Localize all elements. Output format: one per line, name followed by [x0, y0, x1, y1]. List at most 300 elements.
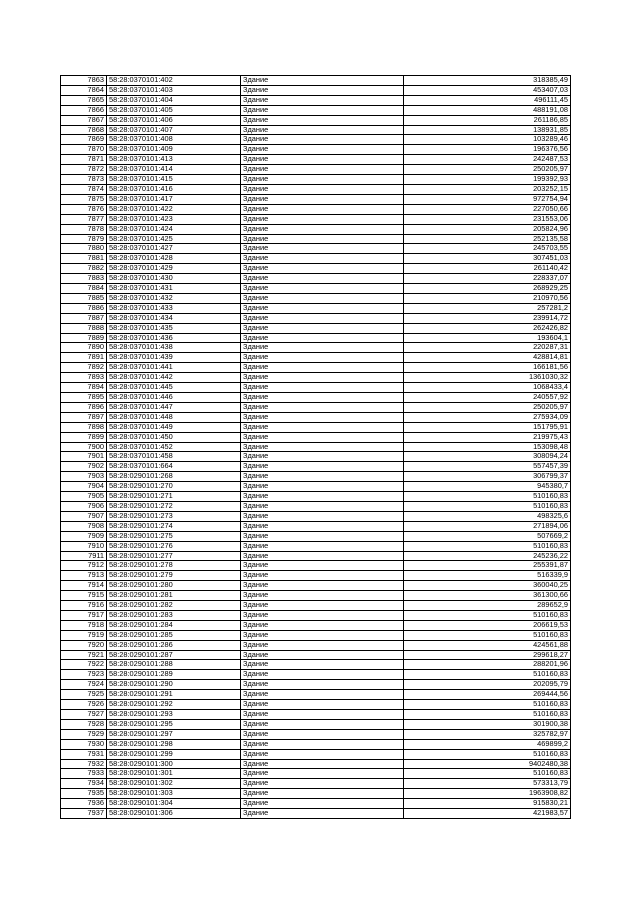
cadastral-value-cell: 240557,92 [404, 393, 571, 403]
cadastral-value-cell: 360040,25 [404, 581, 571, 591]
cadastral-number-cell: 58:28:0370101:428 [107, 254, 241, 264]
table-row [61, 284, 571, 294]
row-number-cell: 7907 [61, 511, 107, 521]
row-number-cell: 7915 [61, 591, 107, 601]
table-row [61, 521, 571, 531]
table-row [61, 343, 571, 353]
object-type-cell: Здание [241, 769, 404, 779]
cadastral-number-cell: 58:28:0370101:448 [107, 412, 241, 422]
cadastral-value-cell: 202095,79 [404, 680, 571, 690]
row-number-cell: 7925 [61, 690, 107, 700]
row-number-cell: 7901 [61, 452, 107, 462]
row-number-cell: 7934 [61, 779, 107, 789]
object-type-cell: Здание [241, 313, 404, 323]
cadastral-value-cell: 510160,83 [404, 541, 571, 551]
object-type-cell: Здание [241, 739, 404, 749]
table-row [61, 511, 571, 521]
row-number-cell: 7886 [61, 303, 107, 313]
table-row [61, 105, 571, 115]
table-row [61, 581, 571, 591]
object-type-cell: Здание [241, 511, 404, 521]
cadastral-number-cell: 58:28:0370101:445 [107, 383, 241, 393]
cadastral-number-cell: 58:28:0370101:416 [107, 184, 241, 194]
row-number-cell: 7874 [61, 184, 107, 194]
cadastral-value-cell: 1361030,32 [404, 373, 571, 383]
object-type-cell: Здание [241, 373, 404, 383]
object-type-cell: Здание [241, 591, 404, 601]
row-number-cell: 7882 [61, 264, 107, 274]
cadastral-number-cell: 58:28:0370101:452 [107, 442, 241, 452]
table-row [61, 749, 571, 759]
table-row [61, 610, 571, 620]
table-row [61, 739, 571, 749]
row-number-cell: 7902 [61, 462, 107, 472]
cadastral-number-cell: 58:28:0370101:449 [107, 422, 241, 432]
row-number-cell: 7928 [61, 719, 107, 729]
object-type-cell: Здание [241, 323, 404, 333]
table-row [61, 719, 571, 729]
table-row [61, 729, 571, 739]
row-number-cell: 7881 [61, 254, 107, 264]
row-number-cell: 7864 [61, 85, 107, 95]
object-type-cell: Здание [241, 660, 404, 670]
table-row [61, 492, 571, 502]
row-number-cell: 7865 [61, 95, 107, 105]
table-row [61, 412, 571, 422]
row-number-cell: 7868 [61, 125, 107, 135]
cadastral-value-cell: 488191,08 [404, 105, 571, 115]
table-row [61, 293, 571, 303]
cadastral-value-cell: 301900,38 [404, 719, 571, 729]
object-type-cell: Здание [241, 680, 404, 690]
object-type-cell: Здание [241, 95, 404, 105]
cadastral-value-cell: 510160,83 [404, 670, 571, 680]
row-number-cell: 7930 [61, 739, 107, 749]
object-type-cell: Здание [241, 700, 404, 710]
cadastral-number-cell: 58:28:0290101:270 [107, 482, 241, 492]
table-row [61, 551, 571, 561]
cadastral-value-cell: 196376,56 [404, 145, 571, 155]
cadastral-value-cell: 220287,31 [404, 343, 571, 353]
table-body [61, 76, 571, 819]
cadastral-value-cell: 308094,24 [404, 452, 571, 462]
object-type-cell: Здание [241, 690, 404, 700]
cadastral-value-cell: 268929,25 [404, 284, 571, 294]
row-number-cell: 7898 [61, 422, 107, 432]
object-type-cell: Здание [241, 393, 404, 403]
row-number-cell: 7873 [61, 175, 107, 185]
table-row [61, 660, 571, 670]
table-row [61, 680, 571, 690]
row-number-cell: 7870 [61, 145, 107, 155]
cadastral-number-cell: 58:28:0290101:268 [107, 472, 241, 482]
cadastral-number-cell: 58:28:0290101:306 [107, 809, 241, 819]
object-type-cell: Здание [241, 710, 404, 720]
cadastral-value-cell: 306799,37 [404, 472, 571, 482]
table-row [61, 462, 571, 472]
table-row [61, 303, 571, 313]
object-type-cell: Здание [241, 76, 404, 86]
cadastral-value-cell: 510160,83 [404, 710, 571, 720]
object-type-cell: Здание [241, 719, 404, 729]
cadastral-value-cell: 250205,97 [404, 402, 571, 412]
object-type-cell: Здание [241, 234, 404, 244]
table-row [61, 422, 571, 432]
table-row [61, 76, 571, 86]
object-type-cell: Здание [241, 284, 404, 294]
object-type-cell: Здание [241, 541, 404, 551]
document-page [60, 75, 570, 819]
table-row [61, 442, 571, 452]
table-row [61, 274, 571, 284]
object-type-cell: Здание [241, 383, 404, 393]
table-row [61, 145, 571, 155]
table-row [61, 571, 571, 581]
cadastral-value-cell: 227050,66 [404, 204, 571, 214]
row-number-cell: 7923 [61, 670, 107, 680]
cadastral-value-cell: 510160,83 [404, 501, 571, 511]
row-number-cell: 7926 [61, 700, 107, 710]
cadastral-value-cell: 257281,2 [404, 303, 571, 313]
row-number-cell: 7916 [61, 601, 107, 611]
row-number-cell: 7888 [61, 323, 107, 333]
table-row [61, 789, 571, 799]
cadastral-number-cell: 58:28:0370101:431 [107, 284, 241, 294]
table-row [61, 710, 571, 720]
table-row [61, 95, 571, 105]
row-number-cell: 7896 [61, 402, 107, 412]
cadastral-number-cell: 58:28:0290101:300 [107, 759, 241, 769]
cadastral-number-cell: 58:28:0370101:438 [107, 343, 241, 353]
table-row [61, 333, 571, 343]
cadastral-number-cell: 58:28:0370101:430 [107, 274, 241, 284]
object-type-cell: Здание [241, 729, 404, 739]
cadastral-value-cell: 153098,48 [404, 442, 571, 452]
row-number-cell: 7877 [61, 214, 107, 224]
cadastral-number-cell: 58:28:0290101:273 [107, 511, 241, 521]
table-row [61, 155, 571, 165]
row-number-cell: 7914 [61, 581, 107, 591]
row-number-cell: 7878 [61, 224, 107, 234]
row-number-cell: 7935 [61, 789, 107, 799]
row-number-cell: 7891 [61, 353, 107, 363]
table-row [61, 561, 571, 571]
table-row [61, 264, 571, 274]
cadastral-value-cell: 307451,03 [404, 254, 571, 264]
cadastral-value-cell: 299618,27 [404, 650, 571, 660]
cadastral-number-cell: 58:28:0290101:285 [107, 630, 241, 640]
cadastral-number-cell: 58:28:0370101:427 [107, 244, 241, 254]
row-number-cell: 7903 [61, 472, 107, 482]
object-type-cell: Здание [241, 610, 404, 620]
cadastral-number-cell: 58:28:0370101:434 [107, 313, 241, 323]
row-number-cell: 7931 [61, 749, 107, 759]
row-number-cell: 7866 [61, 105, 107, 115]
cadastral-value-cell: 245236,22 [404, 551, 571, 561]
object-type-cell: Здание [241, 115, 404, 125]
cadastral-number-cell: 58:28:0370101:450 [107, 432, 241, 442]
row-number-cell: 7924 [61, 680, 107, 690]
table-row [61, 125, 571, 135]
cadastral-value-cell: 210970,56 [404, 293, 571, 303]
cadastral-value-cell: 199392,93 [404, 175, 571, 185]
cadastral-value-cell: 516339,9 [404, 571, 571, 581]
object-type-cell: Здание [241, 224, 404, 234]
cadastral-number-cell: 58:28:0290101:274 [107, 521, 241, 531]
row-number-cell: 7875 [61, 194, 107, 204]
table-row [61, 383, 571, 393]
cadastral-number-cell: 58:28:0370101:441 [107, 363, 241, 373]
object-type-cell: Здание [241, 165, 404, 175]
row-number-cell: 7920 [61, 640, 107, 650]
cadastral-number-cell: 58:28:0370101:413 [107, 155, 241, 165]
object-type-cell: Здание [241, 799, 404, 809]
row-number-cell: 7880 [61, 244, 107, 254]
object-type-cell: Здание [241, 135, 404, 145]
cadastral-number-cell: 58:28:0370101:406 [107, 115, 241, 125]
cadastral-number-cell: 58:28:0370101:417 [107, 194, 241, 204]
object-type-cell: Здание [241, 630, 404, 640]
table-row [61, 204, 571, 214]
cadastral-value-cell: 261140,42 [404, 264, 571, 274]
row-number-cell: 7885 [61, 293, 107, 303]
row-number-cell: 7894 [61, 383, 107, 393]
object-type-cell: Здание [241, 531, 404, 541]
cadastral-value-table [60, 75, 571, 819]
cadastral-value-cell: 510160,83 [404, 492, 571, 502]
cadastral-number-cell: 58:28:0290101:280 [107, 581, 241, 591]
cadastral-value-cell: 510160,83 [404, 630, 571, 640]
table-row [61, 640, 571, 650]
cadastral-number-cell: 58:28:0370101:403 [107, 85, 241, 95]
object-type-cell: Здание [241, 264, 404, 274]
table-row [61, 700, 571, 710]
row-number-cell: 7908 [61, 521, 107, 531]
table-row [61, 769, 571, 779]
row-number-cell: 7910 [61, 541, 107, 551]
cadastral-value-cell: 510160,83 [404, 610, 571, 620]
cadastral-value-cell: 1068433,4 [404, 383, 571, 393]
table-row [61, 323, 571, 333]
table-row [61, 244, 571, 254]
row-number-cell: 7897 [61, 412, 107, 422]
table-row [61, 670, 571, 680]
row-number-cell: 7917 [61, 610, 107, 620]
table-row [61, 234, 571, 244]
row-number-cell: 7899 [61, 432, 107, 442]
cadastral-number-cell: 58:28:0370101:425 [107, 234, 241, 244]
cadastral-value-cell: 245703,55 [404, 244, 571, 254]
row-number-cell: 7872 [61, 165, 107, 175]
table-row [61, 353, 571, 363]
object-type-cell: Здание [241, 333, 404, 343]
cadastral-value-cell: 271894,06 [404, 521, 571, 531]
object-type-cell: Здание [241, 363, 404, 373]
cadastral-value-cell: 242487,53 [404, 155, 571, 165]
cadastral-number-cell: 58:28:0370101:439 [107, 353, 241, 363]
row-number-cell: 7921 [61, 650, 107, 660]
cadastral-value-cell: 325782,97 [404, 729, 571, 739]
table-row [61, 531, 571, 541]
cadastral-number-cell: 58:28:0370101:409 [107, 145, 241, 155]
cadastral-value-cell: 318385,49 [404, 76, 571, 86]
table-row [61, 482, 571, 492]
cadastral-number-cell: 58:28:0290101:304 [107, 799, 241, 809]
cadastral-number-cell: 58:28:0290101:290 [107, 680, 241, 690]
cadastral-value-cell: 915830,21 [404, 799, 571, 809]
cadastral-value-cell: 261186,85 [404, 115, 571, 125]
table-row [61, 85, 571, 95]
object-type-cell: Здание [241, 244, 404, 254]
row-number-cell: 7913 [61, 571, 107, 581]
table-row [61, 224, 571, 234]
cadastral-value-cell: 972754,94 [404, 194, 571, 204]
cadastral-number-cell: 58:28:0290101:287 [107, 650, 241, 660]
object-type-cell: Здание [241, 452, 404, 462]
cadastral-number-cell: 58:28:0370101:447 [107, 402, 241, 412]
cadastral-number-cell: 58:28:0290101:293 [107, 710, 241, 720]
cadastral-number-cell: 58:28:0370101:423 [107, 214, 241, 224]
row-number-cell: 7904 [61, 482, 107, 492]
row-number-cell: 7867 [61, 115, 107, 125]
row-number-cell: 7922 [61, 660, 107, 670]
table-row [61, 363, 571, 373]
row-number-cell: 7918 [61, 620, 107, 630]
row-number-cell: 7895 [61, 393, 107, 403]
cadastral-value-cell: 206619,53 [404, 620, 571, 630]
object-type-cell: Здание [241, 501, 404, 511]
cadastral-number-cell: 58:28:0290101:301 [107, 769, 241, 779]
cadastral-value-cell: 193604,1 [404, 333, 571, 343]
row-number-cell: 7871 [61, 155, 107, 165]
row-number-cell: 7893 [61, 373, 107, 383]
table-row [61, 194, 571, 204]
table-row [61, 809, 571, 819]
cadastral-value-cell: 288201,96 [404, 660, 571, 670]
cadastral-number-cell: 58:28:0290101:286 [107, 640, 241, 650]
row-number-cell: 7911 [61, 551, 107, 561]
cadastral-number-cell: 58:28:0290101:302 [107, 779, 241, 789]
cadastral-value-cell: 510160,83 [404, 700, 571, 710]
object-type-cell: Здание [241, 442, 404, 452]
cadastral-number-cell: 58:28:0290101:282 [107, 601, 241, 611]
table-row [61, 541, 571, 551]
cadastral-number-cell: 58:28:0290101:278 [107, 561, 241, 571]
object-type-cell: Здание [241, 343, 404, 353]
cadastral-value-cell: 428814,81 [404, 353, 571, 363]
cadastral-number-cell: 58:28:0370101:424 [107, 224, 241, 234]
cadastral-number-cell: 58:28:0290101:277 [107, 551, 241, 561]
table-row [61, 452, 571, 462]
cadastral-value-cell: 103289,46 [404, 135, 571, 145]
row-number-cell: 7927 [61, 710, 107, 720]
object-type-cell: Здание [241, 412, 404, 422]
cadastral-value-cell: 945380,7 [404, 482, 571, 492]
cadastral-number-cell: 58:28:0370101:408 [107, 135, 241, 145]
table-row [61, 254, 571, 264]
row-number-cell: 7936 [61, 799, 107, 809]
table-row [61, 373, 571, 383]
cadastral-value-cell: 231553,06 [404, 214, 571, 224]
object-type-cell: Здание [241, 293, 404, 303]
table-row [61, 690, 571, 700]
cadastral-number-cell: 58:28:0290101:291 [107, 690, 241, 700]
cadastral-value-cell: 255391,87 [404, 561, 571, 571]
row-number-cell: 7892 [61, 363, 107, 373]
cadastral-number-cell: 58:28:0370101:436 [107, 333, 241, 343]
cadastral-number-cell: 58:28:0290101:297 [107, 729, 241, 739]
cadastral-number-cell: 58:28:0290101:303 [107, 789, 241, 799]
cadastral-number-cell: 58:28:0290101:279 [107, 571, 241, 581]
object-type-cell: Здание [241, 571, 404, 581]
cadastral-number-cell: 58:28:0290101:276 [107, 541, 241, 551]
cadastral-value-cell: 205824,96 [404, 224, 571, 234]
table-row [61, 432, 571, 442]
cadastral-number-cell: 58:28:0290101:289 [107, 670, 241, 680]
table-row [61, 799, 571, 809]
cadastral-value-cell: 250205,97 [404, 165, 571, 175]
table-row [61, 165, 571, 175]
object-type-cell: Здание [241, 422, 404, 432]
cadastral-number-cell: 58:28:0290101:295 [107, 719, 241, 729]
object-type-cell: Здание [241, 789, 404, 799]
cadastral-value-cell: 262426,82 [404, 323, 571, 333]
object-type-cell: Здание [241, 274, 404, 284]
row-number-cell: 7869 [61, 135, 107, 145]
cadastral-value-cell: 138931,85 [404, 125, 571, 135]
cadastral-number-cell: 58:28:0370101:407 [107, 125, 241, 135]
cadastral-number-cell: 58:28:0290101:284 [107, 620, 241, 630]
row-number-cell: 7889 [61, 333, 107, 343]
cadastral-number-cell: 58:28:0370101:402 [107, 76, 241, 86]
cadastral-number-cell: 58:28:0370101:404 [107, 95, 241, 105]
cadastral-value-cell: 557457,39 [404, 462, 571, 472]
row-number-cell: 7883 [61, 274, 107, 284]
cadastral-value-cell: 361300,66 [404, 591, 571, 601]
object-type-cell: Здание [241, 175, 404, 185]
object-type-cell: Здание [241, 670, 404, 680]
object-type-cell: Здание [241, 650, 404, 660]
cadastral-number-cell: 58:28:0290101:299 [107, 749, 241, 759]
cadastral-number-cell: 58:28:0290101:298 [107, 739, 241, 749]
table-row [61, 393, 571, 403]
object-type-cell: Здание [241, 749, 404, 759]
object-type-cell: Здание [241, 145, 404, 155]
row-number-cell: 7890 [61, 343, 107, 353]
object-type-cell: Здание [241, 581, 404, 591]
object-type-cell: Здание [241, 551, 404, 561]
row-number-cell: 7919 [61, 630, 107, 640]
cadastral-value-cell: 498325,6 [404, 511, 571, 521]
row-number-cell: 7906 [61, 501, 107, 511]
row-number-cell: 7863 [61, 76, 107, 86]
cadastral-value-cell: 203252,15 [404, 184, 571, 194]
cadastral-number-cell: 58:28:0370101:446 [107, 393, 241, 403]
cadastral-number-cell: 58:28:0370101:432 [107, 293, 241, 303]
object-type-cell: Здание [241, 214, 404, 224]
cadastral-number-cell: 58:28:0370101:435 [107, 323, 241, 333]
object-type-cell: Здание [241, 184, 404, 194]
cadastral-number-cell: 58:28:0290101:272 [107, 501, 241, 511]
cadastral-value-cell: 469899,2 [404, 739, 571, 749]
cadastral-value-cell: 228337,07 [404, 274, 571, 284]
table-row [61, 214, 571, 224]
row-number-cell: 7929 [61, 729, 107, 739]
table-row [61, 135, 571, 145]
cadastral-number-cell: 58:28:0370101:429 [107, 264, 241, 274]
table-row [61, 115, 571, 125]
object-type-cell: Здание [241, 521, 404, 531]
